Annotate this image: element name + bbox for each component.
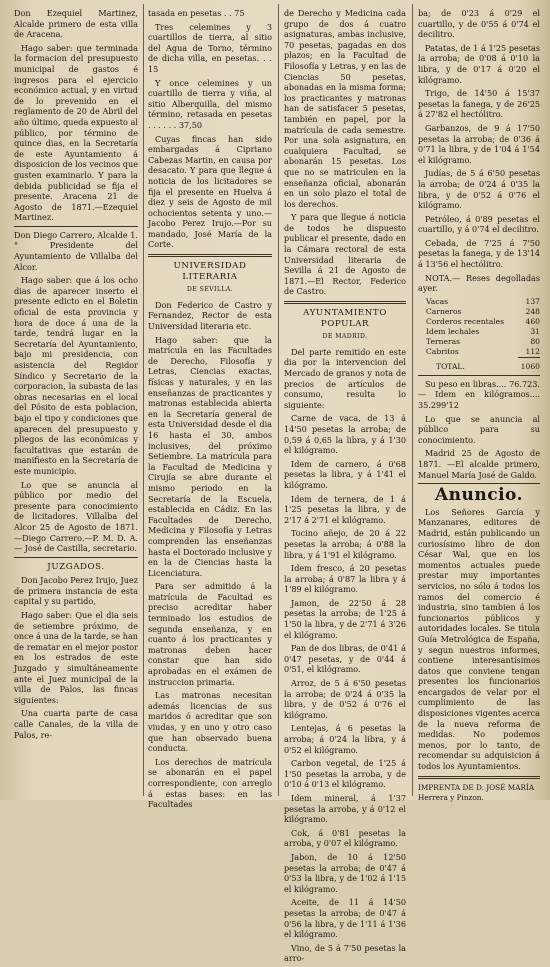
column-4 — [418, 8, 540, 803]
prices-closing: Lo que se anuncia al público para su conocimiento. — [418, 413, 540, 445]
imprenta-footer: IMPRENTA DE D. JOSÉ MARÍA Herrera y Pinzon. — [418, 782, 535, 802]
row-value: 460 — [525, 316, 540, 326]
peso-libras-kilogramos: Su peso en libras.... 76.723.— Idem en kilógramos.... 35.299'12 — [418, 378, 540, 411]
universidad-closing: Y para que llegue á noticia de todos he dispuesto publicar el presente, dado en la Cámara rectoral de esta Universidad literaria de Sevilla á 21 de Agosto de 1871.—El Rector, Federico de Castro. — [284, 212, 406, 297]
row-value: 112 — [525, 346, 540, 356]
section-heading-juzgados: JUZGADOS. — [47, 561, 105, 572]
price-cebada: Cebada, de 7'25 á 7'50 pesetas la fanega, y de 13'14 á 13'56 el hectólitro. — [418, 237, 540, 270]
universidad-header: Don Federico de Castro y Fernandez, Rector de esta Universidad literaria etc. — [148, 299, 272, 332]
divider — [418, 483, 540, 484]
section-heading-universidad: UNIVERSIDAD LITERARIA — [173, 261, 247, 282]
finca-1-price: tasada en pesetas . . 75 — [148, 8, 245, 18]
column-1 — [14, 8, 138, 743]
double-divider — [284, 301, 406, 304]
price-tocino-anejo: Tocino añejo, de 20 á 22 pesetas la arroba; á 0'88 la libra, y á 1'91 el kilógramo. — [284, 528, 406, 560]
anuncio-body: Los Señores García y Manzanares, editores de Madrid, están publicando un curiosísimo libro de don César Wal, que en los momentos actuales puede prestar muy importantes servicios, no sólo á todos los ramos del comercio é industria, sino tambien á los funcionarios públicos y autoridades locales. Se titula Guía Metrológica de España, y segun nuestros informes, contiene interesantísimos datos que conviene tengan presentes los funcionarios encargados de velar por el cumplimiento de las disposiciones vigentes acerca de la nueva reforma de medidas. No podemos menos, por lo tanto, de recomendar su adquisicion á todos los Ayuntamientos. — [418, 506, 540, 772]
price-cok: Cok, á 0'81 pesetas la arroba, y 0'07 el kilógramo. — [284, 827, 406, 849]
row-label: Idem lechales — [426, 326, 480, 336]
row-label: Vacas — [426, 296, 448, 306]
edict-villalba-body: Hago saber: que á los ocho dias de aparecer inserto el presente edicto en el Boletin oficial de esta provincia y hora de doce á una de la tarde, tendrá lugar en la Secretaría del Ayuntamiento, bajo mi presidencia, con asistencia del Regidor Síndico y Secretario de la corporacion, la subasta de las obras necesarias en el local del Pósito de esta poblacion, bajo el tipo y condiciones que aparecen del presupuesto y pliegos de las económicas y facultativas que estarán de manifiesto en la Secretaría de este municipio. — [14, 275, 138, 476]
row-value: 31 — [530, 326, 540, 336]
table-row — [418, 337, 540, 347]
divider — [14, 226, 138, 227]
madrid-signature: Madrid 25 de Agosto de 1871. —El alcalde primero, Manuel María José de Galdo. — [418, 448, 540, 480]
finca-3: Y once celemines y un cuartillo de tierra y viña, al sitio Alberquilla, del mismo término, retasada en pesetas . . . . . . 37,50 — [148, 77, 272, 130]
universidad-body-2: Para ser admitido á la matrícula de Facultad es preciso acreditar haber terminado los estudios de segunda enseñanza, y en cuanto á los practicantes y matronas deben hacer constar que han sido aprobadas en el exámen de instruccion primaria. — [148, 581, 272, 687]
juzgado-closing: Cuyas fincas han sido embargadas á Cipriano Cabezas Martin, en causa por desacato. Y para que llegue á noticia de los licitadores se fija el presente en Huelva á diez y seis de Agosto de mil ochocientos setenta y uno.—Jacobo Perez Irujo.—Por su mandado, José María de la Corte. — [148, 133, 272, 250]
juzgado-body: Hago saber: Que el dia seis de setiembre próximo, de once á una de la tarde, se han de rematar en el mejor postor en los estrados de este Juzgado y simultáneamente ante el Juez municipal de la villa de Palos, las fincas siguientes: — [14, 610, 138, 705]
price-lentejas: Lentejas, á 6 pesetas la arroba; á 0'24 la libra, y á 0'52 el kilógramo. — [284, 723, 406, 755]
price-pan: Pan de dos libras, de 0'41 á 0'47 pesetas, y de 0'44 á 0'51, el kilógramo. — [284, 643, 406, 675]
price-tocino-fresco: Idem fresco, á 20 pesetas la arroba; á 0'87 la libra y á 1'89 el kilógramo. — [284, 563, 406, 595]
column-2 — [148, 8, 272, 813]
edict-aracena-header: Don Ezequiel Martinez, Alcalde primero de esta villa de Aracena. — [14, 8, 138, 40]
column-rule-1 — [143, 4, 144, 796]
price-aceite: Aceite, de 11 á 14'50 pesetas la arroba; de 0'47 á 0'56 la libra, y de 1'11 á 1'36 el kilógramo. — [284, 897, 406, 940]
table-row — [418, 317, 540, 327]
price-carbon-mineral: Idem mineral, á 1'37 pesetas la arroba, y á 0'12 el kilógramo. — [284, 792, 406, 825]
table-row — [418, 307, 540, 317]
price-jabon: Jabon, de 10 á 12'50 pesetas la arroba; de 0'47 á 0'53 la libra, y de 1'02 á 1'15 el kilógramo. — [284, 851, 406, 894]
table-row — [418, 347, 540, 358]
table-row — [418, 297, 540, 307]
table-row — [418, 327, 540, 337]
row-value: 137 — [525, 296, 540, 306]
price-arroz: Arroz, de 5 á 6'50 pesetas la arroba; de 0'24 á 0'35 la libra, y de 0'52 á 0'76 el kilógramo. — [284, 678, 406, 720]
total-label: TOTAL. — [436, 361, 465, 371]
divider — [14, 557, 138, 558]
juzgado-header: Don Jacobo Perez Irujo, Juez de primera instancia de esta capital y su partido, — [14, 575, 138, 607]
price-petroleo: Petróleo, á 0'89 pesetas el cuartillo, y á 0'74 el decilitro. — [418, 213, 540, 235]
column-3 — [284, 8, 406, 967]
row-label: Cabritos — [426, 347, 459, 357]
reses-table — [418, 297, 540, 372]
row-label: Corderos recentales — [426, 316, 505, 326]
universidad-continued: de Derecho y Medicina cada grupo de dos á cuatro asignaturas, ambas inclusive, 70 pesetas, pagadas en dos plazos; en la Facultad de Filosofía y Letras, y en las de Ciencias 50 pesetas, abonadas en la misma forma; los practicantes y matronas han de satisfacer 5 pesetas, también en papel, por la matrícula de cada semestre. Por una sola asignatura, en cualquiera Facultad, se abonarán 15 pesetas. Los que no se matriculen en la enseñanza oficial, abonarán en un solo plazo el total de los derechos. — [284, 8, 406, 209]
price-vino: Vino, de 5 á 7'50 pesetas la arro- — [284, 942, 406, 964]
universidad-body-4: Los derechos de matrícula se abonarán en el papel correspondiente, con arreglo á estas bases: en las Facultades — [148, 756, 272, 810]
row-label: Carneros — [426, 306, 462, 316]
finca-2: Tres celemines y 3 cuartillos de tierra, al sitio del Agua de Torno, término de dicha villa, en pesetas. . . 15 — [148, 21, 272, 74]
price-vaca: Carne de vaca, de 13 á 14'50 pesetas la arroba; de 0,59 á 0,65 la libra, y á 1'30 el kilógramo. — [284, 413, 406, 456]
universidad-body-3: Las matronas necesitan además licencias de sus maridos ó acreditar que son viudas, y en uno y otro caso que han observado buena conducta. — [148, 690, 272, 754]
price-vino-continued: ba; de 0'23 á 0'29 el cuartillo, y de 0'55 á 0'74 el decilitro. — [418, 8, 540, 40]
row-value: 80 — [530, 336, 540, 346]
prices-intro: Del parte remitido en este dia por la intervencion del Mercado de granos y nota de precios de artículos de consumo, resulta lo siguiente: — [284, 346, 406, 410]
column-rule-3 — [412, 4, 413, 796]
juzgado-finca-1: Una cuarta parte de casa calle Canales, de la villa de Palos, re- — [14, 708, 138, 740]
nota-reses: NOTA.— Reses degolladas ayer. — [418, 272, 540, 294]
double-divider — [148, 254, 272, 257]
divider — [418, 375, 540, 376]
double-divider — [418, 776, 540, 779]
price-patatas: Patatas, de 1 á 1'25 pesetas la arroba; de 0'08 á 0'10 la libra, y de 0'17 á 0'20 el kilógramo. — [418, 42, 540, 85]
price-trigo: Trigo, de 14'50 á 15'37 pesetas la fanega, y de 26'25 á 27'82 el hectólitro. — [418, 88, 540, 120]
row-label: Terneras — [426, 336, 461, 346]
table-total-row — [418, 357, 540, 372]
price-garbanzos: Garbanzos, de 9 á 17'50 pesetas la arroba; de 0'36 á 0'71 la libra, y de 1'04 á 1'54 el kilógramo. — [418, 122, 540, 165]
anuncio-heading: Anuncio. — [434, 485, 524, 506]
section-subheading-madrid: DE MADRID. — [322, 333, 368, 341]
row-value: 248 — [525, 306, 540, 316]
price-carnero: Idem de carnero, á 0'68 pesetas la libra, y á 1'41 el kilógramo. — [284, 458, 406, 490]
total-value: 1060 — [518, 357, 540, 372]
edict-villalba-closing: Lo que se anuncia al público por medio del presente para conocimiento de licitadores. Villalba del Alcor 25 de Agosto de 1871.—Diego Carrero.—P. M. D. A.— José de Castilla, secretario. — [14, 479, 138, 554]
price-jamon: Jamon, de 22'50 á 28 pesetas la arroba; de 1'25 á 1'50 la libra, y de 2'71 á 3'26 el kilógramo. — [284, 597, 406, 640]
section-subheading-sevilla: DE SEVILLA. — [186, 286, 234, 294]
edict-aracena-body: Hago saber: que terminada la formacion del presupuesto municipal de gastos é ingresos para el ejercicio económico actual, y en virtud de lo prevenido en el reglamento de 20 de Abril del año último, queda expuesto al público, por término de quince dias, en la Secretaría de este Ayuntamiento á disposicion de los vecinos que gusten examinarlo. Y para la debida publicidad se fija el presente. Aracena 21 de Agosto de 1871.—Ezequiel Martinez. — [14, 42, 138, 223]
section-heading-ayuntamiento: AYUNTAMIENTO POPULAR — [303, 308, 387, 329]
edict-villalba-header: Don Diego Carrero, Alcalde 1.° Presidente del Ayuntamiento de Villalba del Alcor. — [14, 229, 138, 272]
column-rule-2 — [278, 4, 279, 796]
price-carbon-vegetal: Carbon vegetal, de 1'25 á 1'50 pesetas la arroba, y de 0'10 á 0'13 el kilógramo. — [284, 758, 406, 790]
price-ternera: Idem de ternera, de 1 á 1'25 pesetas la libra, y de 2'17 á 2'71 el kilógramo. — [284, 493, 406, 525]
universidad-body-1: Hago saber: que la matrícula en las Facultades de Derecho, Filosofía y Letras, Ciencias exactas, físicas y naturales, y en las enseñanzas de practicantes y matronas establecida abierta en la Secretaría general de esta Universidad desde el dia 16 hasta el 30, ambos inclusives, del próximo Setiembre. La matrícula para la Facultad de Medicina y Cirujía se abre durante el mismo periodo en la Secretaría de la Escuela, establecida en Cádiz. En las Facultades de Derecho, Medicina y Filosofía y Letras comprenden las enseñanzas hasta el Doctorado inclusive y en la de Ciencias hasta la Licenciatura. — [148, 334, 272, 578]
price-judias: Judías, de 5 á 6'50 pesetas la arroba; de 0'24 á 0'35 la libra, y de 0'52 á 0'76 el kilógramo. — [418, 168, 540, 211]
